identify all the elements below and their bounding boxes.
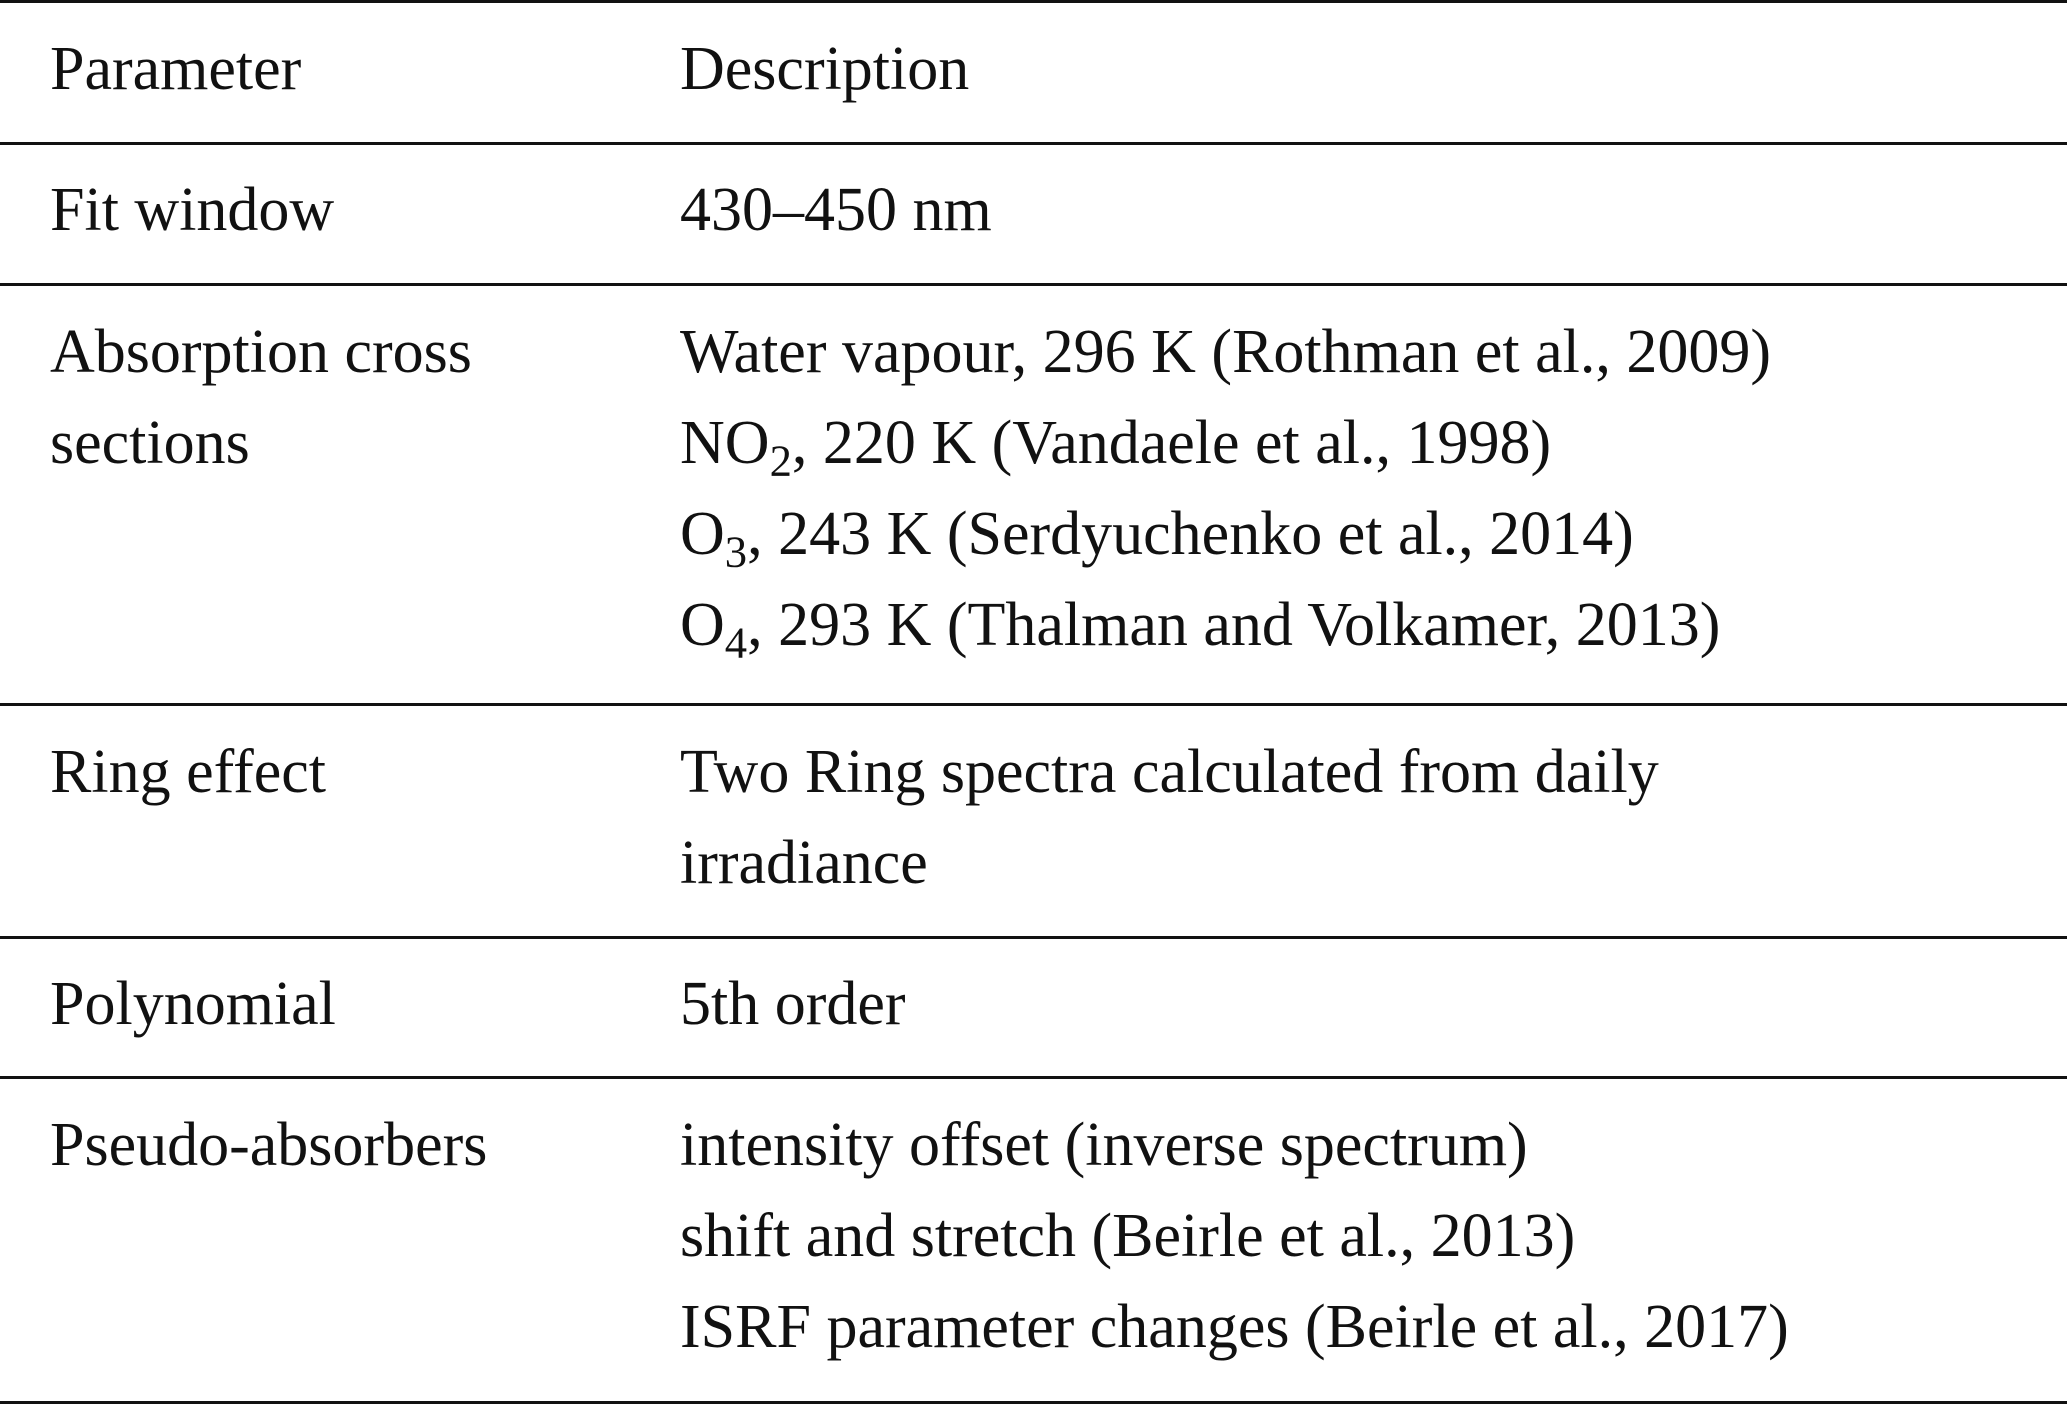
cross-section-o3 (680, 489, 1771, 580)
subscript: 2 (769, 435, 792, 486)
cell-line: 430–450 nm (680, 176, 992, 244)
header-description: Description (680, 35, 970, 103)
header-rule (0, 142, 2067, 145)
row-polynomial-description (680, 959, 906, 1050)
row-ring-effect-parameter (50, 727, 326, 818)
text-part: , 293 K (Thalman and Volkamer, 2013) (747, 591, 1721, 659)
cell-line: Polynomial (50, 970, 336, 1038)
text-part: NO (680, 409, 770, 477)
cell-line: Pseudo-absorbers (50, 1111, 488, 1179)
row-pseudo-absorbers-description (680, 1100, 1789, 1373)
header-parameter: Parameter (50, 35, 302, 103)
cell-line: ISRF parameter changes (Beirle et al., 2017) (680, 1293, 1789, 1361)
subscript: 3 (724, 526, 748, 577)
text-part: Water vapour, 296 K (Rothman et al., 2009) (680, 318, 1772, 386)
cell-line: intensity offset (inverse spectrum) (680, 1111, 1528, 1179)
cross-section-o4 (680, 580, 1771, 671)
text-part: , 220 K (Vandaele et al., 1998) (791, 409, 1552, 477)
row-fit-window-parameter (50, 165, 334, 256)
cell-line: Fit window (50, 176, 335, 244)
cell-line: irradiance (680, 829, 928, 897)
cross-section-no2 (680, 398, 1771, 489)
text-part: , 243 K (Serdyuchenko et al., 2014) (747, 500, 1634, 568)
cell-line: Ring effect (50, 738, 327, 806)
row-rule (0, 1076, 2067, 1079)
cell-line: 5th order (680, 970, 906, 1038)
row-ring-effect-description (680, 727, 1659, 909)
subscript: 4 (724, 617, 748, 668)
row-rule (0, 703, 2067, 706)
cell-line: shift and stretch (Beirle et al., 2013) (680, 1202, 1576, 1270)
text-part: O (680, 500, 725, 568)
row-pseudo-absorbers-parameter (50, 1100, 487, 1191)
cell-line: Absorption cross (50, 318, 472, 386)
cell-line: Two Ring spectra calculated from daily (680, 738, 1659, 806)
cell-line: sections (50, 409, 250, 477)
row-absorption-parameter (50, 307, 472, 489)
top-rule (0, 0, 2067, 3)
cross-section-water-vapour (680, 307, 1771, 398)
bottom-rule (0, 1401, 2067, 1404)
text-part: O (680, 591, 725, 659)
row-rule (0, 283, 2067, 286)
row-absorption-description (680, 307, 1771, 671)
row-rule (0, 936, 2067, 939)
row-fit-window-description (680, 165, 992, 256)
row-polynomial-parameter (50, 959, 336, 1050)
